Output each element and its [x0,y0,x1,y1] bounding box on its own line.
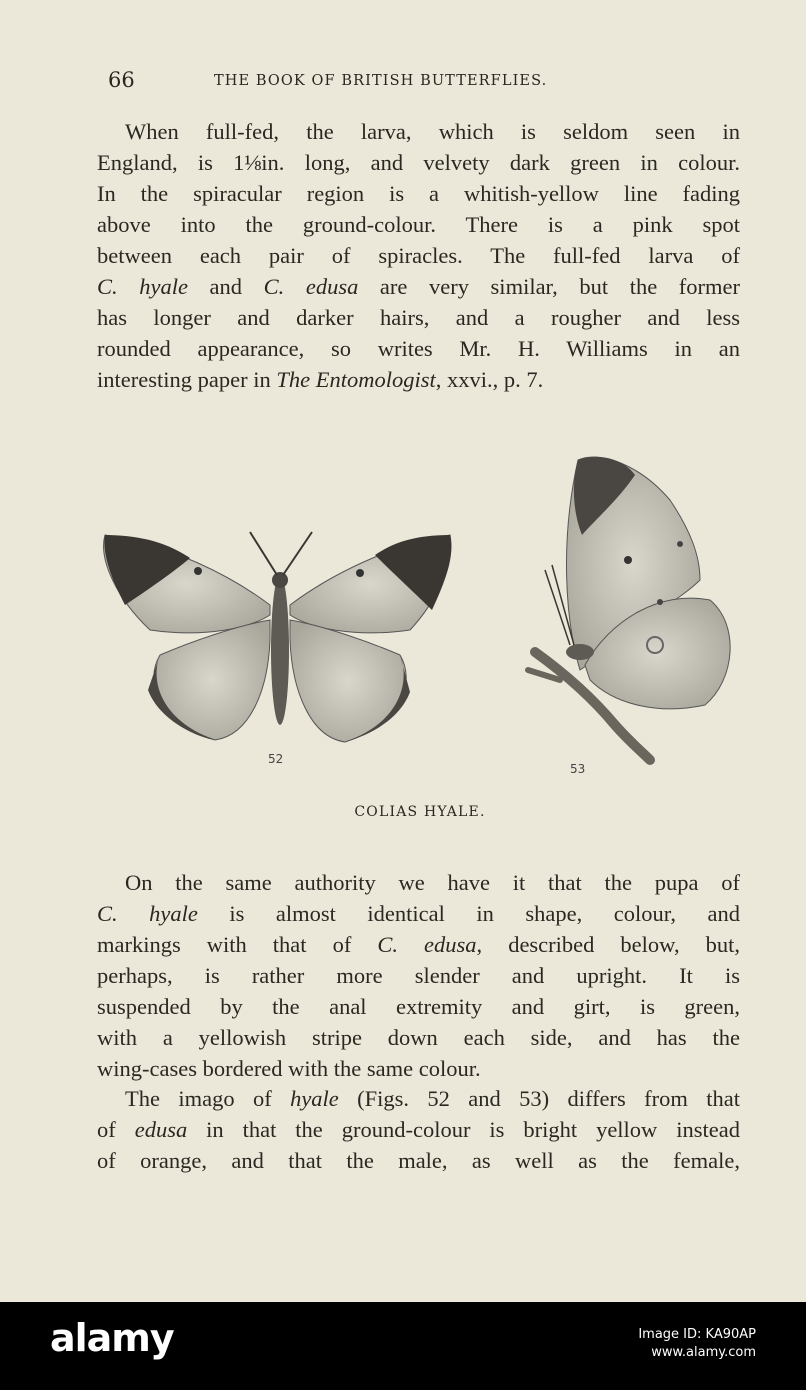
text-fragment: markings with that of [97,932,378,957]
watermark-url: www.alamy.com [651,1345,756,1360]
species-name: C. hyale [97,901,198,926]
butterfly-53-underside [528,457,730,760]
text-fragment: in that the ground-colour is bright yellow instead [187,1117,740,1142]
paragraph-pupa [97,867,740,1084]
text-line: perhaps, is rather more slender and upright. It is [97,963,740,988]
journal-title: The Entomologist [276,367,436,392]
figure-number-53: 53 [570,762,586,776]
text-fragment: are very similar, but the former [358,274,740,299]
text-fragment: , xxvi., p. 7. [435,367,544,392]
text-line [97,898,740,929]
text-line [97,1083,740,1114]
running-head [0,68,806,98]
watermark-strip [0,1302,806,1390]
text-fragment: The imago of [125,1086,291,1111]
text-line [97,929,740,960]
figure-caption: COLIAS HYALE. [354,804,486,820]
text-fragment: interesting paper in [97,367,277,392]
text-line: In the spiracular region is a whitish-yellow line fading [97,181,740,206]
butterfly-52-upperside [104,532,452,742]
running-title: THE BOOK OF BRITISH BUTTERFLIES. [214,73,548,89]
species-name: C. edusa [263,274,359,299]
species-name: edusa [134,1117,188,1142]
species-name: C. hyale [97,274,188,299]
page-number: 66 [108,68,135,92]
text-line: with a yellowish stripe down each side, and has the [97,1025,740,1050]
butterfly-illustrations [0,440,806,830]
paragraph-imago [97,1083,740,1176]
text-line: When full-fed, the larva, which is seldom seen in [125,119,740,144]
text-line: above into the ground-colour. There is a pink spot [97,212,740,237]
text-line [97,1114,740,1145]
text-fragment: and [187,274,264,299]
figure-area [0,440,806,830]
text-fragment: is almost identical in shape, colour, and [197,901,740,926]
text-line: has longer and darker hairs, and a rougher and less [97,305,740,330]
text-line: On the same authority we have it that the pupa of [125,870,740,895]
text-line: wing-cases bordered with the same colour. [97,1056,481,1081]
text-line: rounded appearance, so writes Mr. H. Williams in an [97,336,740,361]
species-name: C. edusa [377,932,477,957]
text-line: of orange, and that the male, as well as the female, [97,1148,740,1173]
alamy-logo: alamy [50,1316,174,1360]
image-id-block [638,1326,756,1362]
text-fragment: of [97,1117,135,1142]
text-line [97,271,740,302]
text-line: between each pair of spiracles. The full-fed larva of [97,243,740,268]
image-id: Image ID: KA90AP [638,1327,756,1342]
text-line: suspended by the anal extremity and girt, is green, [97,994,740,1019]
text-line [97,364,740,395]
species-name: hyale [290,1086,339,1111]
text-line: England, is 1⅛in. long, and velvety dark green in colour. [97,150,740,175]
text-fragment: , described below, but, [476,932,740,957]
text-fragment: (Figs. 52 and 53) differs from that [338,1086,740,1111]
paragraph-larva [97,116,740,395]
figure-number-52: 52 [268,752,284,766]
